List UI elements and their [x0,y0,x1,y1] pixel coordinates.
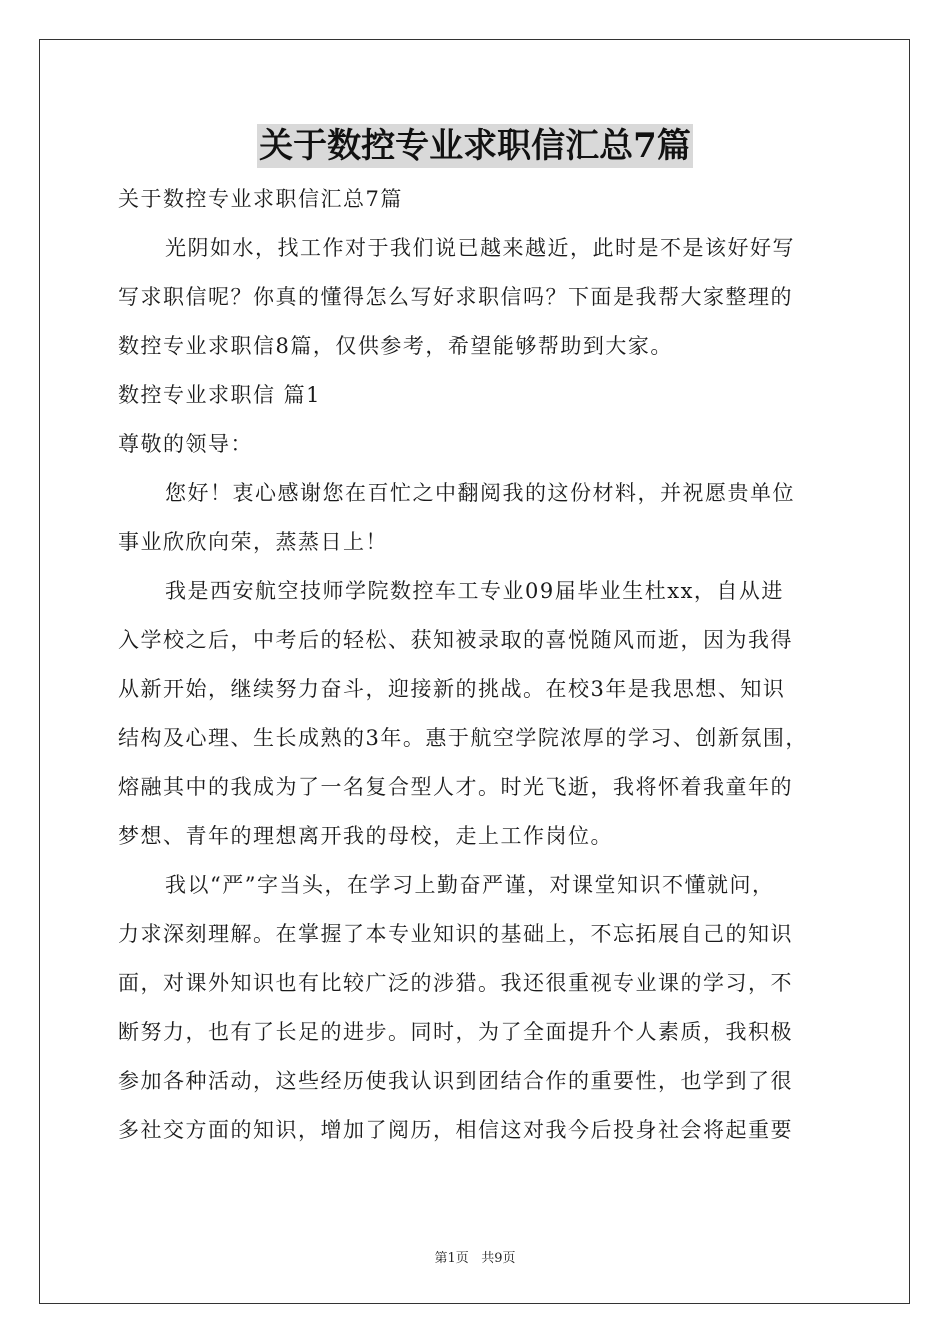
body-line: 光阴如水，找工作对于我们说已越来越近，此时是不是该好好写 [165,236,795,260]
body-line: 事业欣欣向荣，蒸蒸日上！ [118,530,388,554]
body-line: 多社交方面的知识，增加了阅历，相信这对我今后投身社会将起重要 [118,1118,793,1142]
body-line: 您好！衷心感谢您在百忙之中翻阅我的这份材料，并祝愿贵单位 [165,481,795,505]
salutation: 尊敬的领导： [118,432,253,456]
body-line: 关于数控专业求职信汇总7篇 [118,187,403,211]
body-line: 从新开始，继续努力奋斗，迎接新的挑战。在校3年是我思想、知识 [118,677,786,701]
section-heading: 数控专业求职信 篇1 [118,383,322,407]
document-body [118,175,858,1155]
body-line: 我以“严”字当头，在学习上勤奋严谨，对课堂知识不懂就问， [165,873,775,897]
title-wrap [0,124,950,168]
page-footer [0,1247,950,1266]
body-line: 结构及心理、生长成熟的3年。惠于航空学院浓厚的学习、创新氛围， [118,726,808,750]
body-line: 力求深刻理解。在掌握了本专业知识的基础上，不忘拓展自己的知识 [118,922,793,946]
body-line: 梦想、青年的理想离开我的母校，走上工作岗位。 [118,824,613,848]
body-line: 我是西安航空技师学院数控车工专业09届毕业生杜xx，自从进 [165,579,784,603]
body-line: 数控专业求职信8篇，仅供参考，希望能够帮助到大家。 [118,334,673,358]
body-line: 写求职信呢？你真的懂得怎么写好求职信吗？下面是我帮大家整理的 [118,285,793,309]
page-total: 共9页 [481,1251,516,1266]
body-line: 入学校之后，中考后的轻松、获知被录取的喜悦随风而逝，因为我得 [118,628,793,652]
page-number: 第1页 [434,1251,469,1266]
body-line: 断努力，也有了长足的进步。同时，为了全面提升个人素质，我积极 [118,1020,793,1044]
body-line: 面，对课外知识也有比较广泛的涉猎。我还很重视专业课的学习，不 [118,971,793,995]
body-line: 参加各种活动，这些经历使我认识到团结合作的重要性，也学到了很 [118,1069,793,1093]
body-line: 熔融其中的我成为了一名复合型人才。时光飞逝，我将怀着我童年的 [118,775,793,799]
document-title: 关于数控专业求职信汇总7篇 [259,126,691,166]
